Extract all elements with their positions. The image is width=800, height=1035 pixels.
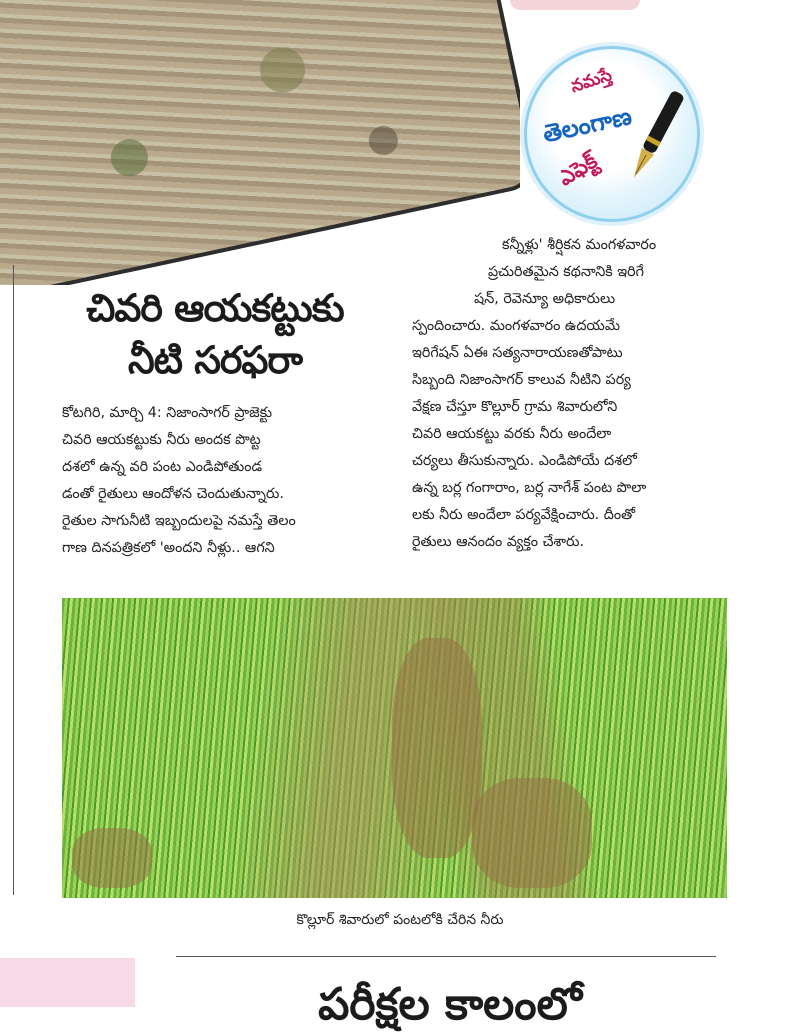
badge-text-effect: ఎఫెక్ట్: [554, 148, 602, 191]
namaste-telangana-effect-badge: [524, 46, 700, 222]
column-rule: [13, 265, 14, 895]
article-column-right: [412, 232, 730, 556]
article-line: లకు నీరు అందేలా పర్యవేక్షించారు. దీంతో: [412, 507, 636, 523]
article-line: ఇరిగేషన్ ఏఈ సత్యనారాయణతోపాటు: [412, 345, 623, 361]
article-line: దశలో ఉన్న వరి పంట ఎండిపోతుండ: [62, 459, 263, 475]
article-line: గాణ దినపత్రికలో 'అందని నీళ్లు.. ఆగని: [62, 540, 275, 556]
article-headline: [40, 282, 390, 386]
photo-caption: కొల్లూర్ శివారులో పంటలోకి చేరిన నీరు: [296, 912, 504, 928]
article-line: స్పందించారు. మంగళవారం ఉదయమే: [412, 318, 620, 334]
article-column-left: [62, 400, 397, 562]
article-line: కోటగిరి, మార్చి 4: నిజాంసాగర్ ప్రాజెక్టు: [62, 405, 273, 421]
water-patch: [472, 778, 592, 888]
headline-line-1: చివరి ఆయకట్టుకు: [86, 286, 344, 330]
article-line: సిబ్బంది నిజాంసాగర్ కాలువ నీటిని పర్య: [412, 372, 631, 388]
next-article-headline: పరీక్షల కాలంలో: [318, 979, 582, 1030]
article-line: ప్రచురితమైన కథనానికి ఇరిగే: [488, 264, 644, 280]
article-line: రైతులు ఆనందం వ్యక్తం చేశారు.: [412, 534, 585, 550]
water-patch: [72, 828, 152, 888]
article-line: రైతుల సాగునీటి ఇబ్బందులపై నమస్తే తెలం: [62, 513, 296, 529]
article-line: చివరి ఆయకట్టు వరకు నీరు అందేలా: [412, 426, 612, 442]
article-line: చర్యలు తీసుకున్నారు. ఎండిపోయే దశలో: [412, 453, 637, 469]
article-line: డంతో రైతులు ఆందోళన చెందుతున్నారు.: [62, 486, 284, 502]
water-patch: [392, 638, 482, 858]
pink-decor-bottom: [0, 958, 135, 1007]
headline-line-2: నీటి సరఫరా: [127, 338, 303, 382]
fountain-pen-icon: [619, 87, 689, 197]
badge-text-telangana: తెలంగాణ: [540, 102, 635, 149]
article-line: వేక్షణ చేస్తూ కొల్లూర్ గ్రామ శివారులోని: [412, 399, 618, 415]
paddy-field-photo: [62, 598, 727, 898]
article-line: ఉన్న బర్ల గంగారాం, బర్ల నాగేశ్ పంట పొలా: [412, 480, 647, 496]
pink-decor-top: [510, 0, 640, 10]
section-divider: [176, 956, 716, 957]
article-line: చివరి ఆయకట్టుకు నీరు అందక పొట్ట: [62, 432, 261, 448]
article-line: షన్, రెవెన్యూ అధికారులు: [474, 291, 616, 307]
article-line: కన్నీళ్లు' శీర్షికన మంగళవారం: [502, 237, 657, 253]
badge-text-namaste: నమస్తే: [568, 65, 615, 98]
